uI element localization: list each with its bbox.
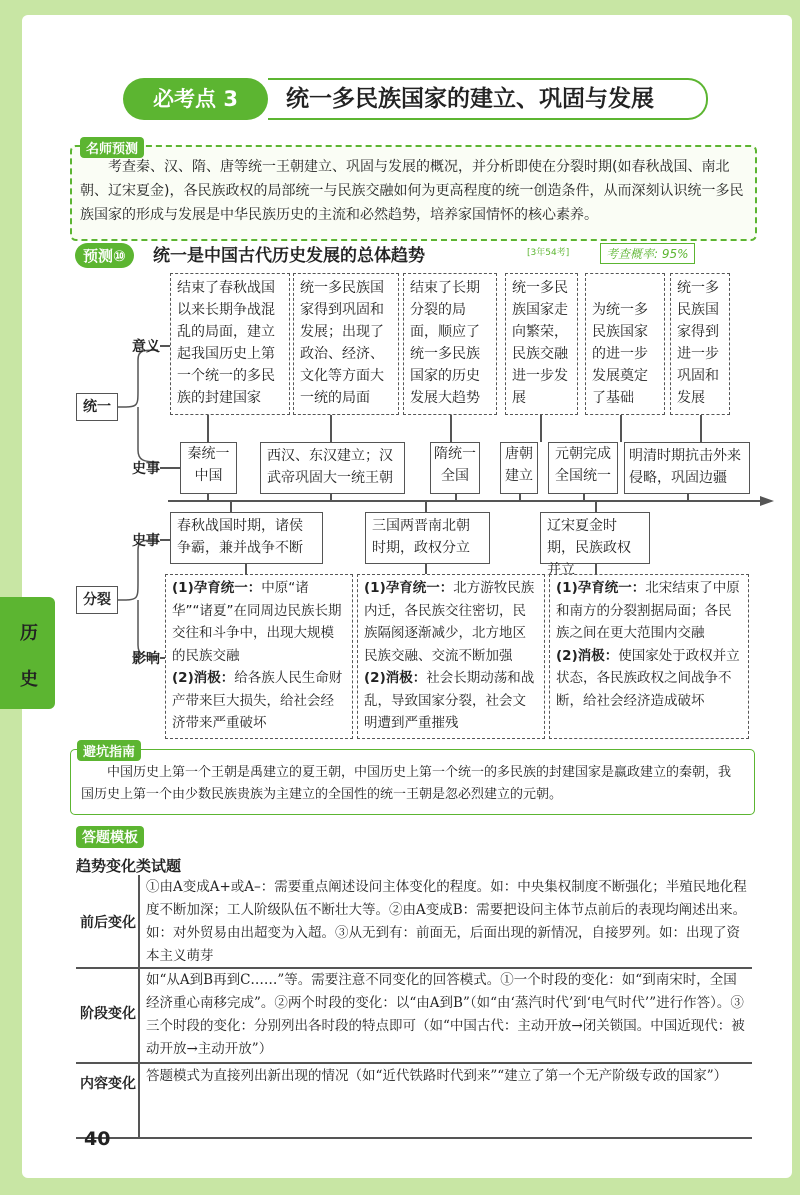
significance-box-1: 结束了春秋战国以来长期争战混乱的局面，建立起我国历史上第一个统一的多民族的封建国家: [170, 273, 290, 415]
impact-1-positive-label: (1)孕育统一：: [172, 580, 262, 596]
row-text-content: 答题模式为直接列出新出现的情况（如“近代铁路时代到来”“建立了第一个无产阶级专政的国家”）: [146, 1068, 728, 1084]
connector: [450, 415, 452, 442]
teacher-prediction-text: 考查秦、汉、隋、唐等统一王朝建立、巩固与发展的概况，并分析即使在分裂时期(如春秋战国、南北朝、辽宋夏金)，各民族政权的局部统一与民族交融如何为更高程度的统一创造条件，从而深刻认识统一多民族国家的形成与发展是中华民族历史的主流和必然趋势，培养家国情怀的核心素养。: [80, 159, 744, 223]
connector: [160, 345, 170, 347]
events-label: 史事: [132, 461, 160, 477]
unity-event-3: 隋统一全国: [430, 442, 480, 494]
unity-event-5: 元朝完成全国统一: [548, 442, 618, 494]
forecast-badge: 预测⑩: [75, 243, 134, 268]
impact-2-negative-label: (2)消极：: [364, 670, 427, 686]
connector: [595, 500, 597, 512]
split-label: 分裂: [76, 586, 118, 614]
split-event-3: 辽宋夏金时期，民族政权并立: [540, 512, 650, 564]
unity-bracket: [118, 340, 173, 475]
impact-2-negative-text: 社会长期动荡和战乱，导致国家分裂，社会文明遭到严重摧残: [364, 670, 535, 731]
answer-template-tag: 答题模板: [76, 826, 144, 848]
tick: [330, 494, 332, 501]
timeline-axis: [168, 500, 765, 502]
row-text-before-after: ①由A变成A+或A–：需要重点阐述设问主体变化的程度。如：中央集权制度不断强化；半殖民地化程度不断加深；工人阶级队伍不断壮大等。②由A变成B：需要把设问主体节点前后的表现均阐述出来。如：对外贸易由出超变为入超。③从无到有：前面无，后面出现的新情况，自接罗列。如：出现了资本主义萌芽: [146, 879, 747, 964]
forecast-title: 统一是中国古代历史发展的总体趋势: [153, 246, 425, 266]
title-badge: 必考点 3: [123, 78, 268, 120]
impact-3-negative-text: 使国家处于政权并立状态，各民族政权之间战争不断，给社会经济造成破坏: [556, 647, 740, 709]
title-text: 统一多民族国家的建立、巩固与发展: [268, 78, 708, 120]
teacher-prediction-box: [70, 142, 757, 241]
impact-box-2: [357, 574, 545, 739]
avoid-pitfalls-text: 中国历史上第一个王朝是禹建立的夏王朝，中国历史上第一个统一的多民族的封建国家是嬴政建立的秦朝，我国历史上第一个由少数民族贵族为主建立的全国性的统一王朝是忽必烈建立的元朝。: [81, 765, 732, 802]
side-tab-char-2: 史: [20, 669, 38, 690]
connector: [230, 500, 232, 512]
connector: [595, 564, 597, 574]
split-event-2: 三国两晋南北朝时期，政权分立: [365, 512, 490, 564]
impact-2-positive-text: 北方游牧民族内迁，各民族交往密切，民族隔阂逐渐减少，北方地区民族交融、交流不断加强: [364, 580, 535, 664]
connector: [160, 657, 165, 659]
row-label-before-after: 前后变化: [80, 915, 136, 931]
connector: [207, 415, 209, 442]
tick: [687, 494, 689, 501]
template-heading: 趋势变化类试题: [76, 857, 182, 875]
avoid-pitfalls-tag: 避坑指南: [77, 740, 141, 761]
connector: [620, 415, 622, 442]
forecast-heading: [75, 243, 755, 269]
row-text-stages: 如“从A到B再到C……”等。需要注意不同变化的回答模式。①一个时段的变化：如“到南宋时，全国经济重心南移完成”。②两个时段的变化：以“由A到B”（如“由‘蒸汽时代’到‘电气时代’”进行作答）。③三个时段的变化：分别列出各时段的特点即可（如“中国古代：主动开放→闭关锁国。中国近现代：被动开放→主动开放”）: [146, 972, 745, 1057]
tick: [207, 494, 209, 501]
avoid-pitfalls-box: [70, 745, 755, 815]
unity-event-2: 西汉、东汉建立；汉武帝巩固大一统王朝: [260, 442, 405, 494]
tick: [455, 494, 457, 501]
forecast-probability: 考查概率: 95%: [600, 243, 695, 264]
split-event-1: 春秋战国时期，诸侯争霸，兼并战争不断: [170, 512, 323, 564]
row-divider: [76, 1137, 752, 1139]
template-tag-wrap: [76, 826, 144, 848]
unity-event-1: 秦统一中国: [180, 442, 237, 494]
impact-1-negative-label: (2)消极：: [172, 670, 235, 686]
connector: [700, 415, 702, 442]
impact-1-positive-text: 中原“诸华”“诸夏”在同周边民族长期交往和斗争中，出现大规模的民族交融: [172, 580, 342, 664]
connector: [245, 564, 247, 574]
section-title: [123, 78, 690, 120]
page-number: 40: [84, 1128, 111, 1150]
significance-box-6: 统一多民族国家得到进一步巩固和发展: [670, 273, 730, 415]
impact-box-1: [165, 574, 353, 739]
impact-2-positive-label: (1)孕育统一：: [364, 580, 454, 596]
connector: [540, 415, 542, 442]
impact-3-positive-text: 北宋结束了中原和南方的分裂割据局面；各民族之间在更大范围内交融: [556, 580, 740, 641]
significance-box-4: 统一多民族国家走向繁荣，民族交融进一步发展: [505, 273, 578, 415]
significance-label: 意义: [132, 339, 160, 355]
unity-event-4: 唐朝建立: [500, 442, 538, 494]
impact-3-negative-label: (2)消极：: [556, 647, 619, 664]
connector: [330, 415, 332, 442]
unity-label: 统一: [76, 393, 118, 421]
impact-3-positive-label: (1)孕育统一：: [556, 580, 646, 596]
connector: [425, 500, 427, 512]
unity-event-6: 明清时期抗击外来侵略，巩固边疆: [624, 442, 750, 494]
connector: [160, 539, 170, 541]
split-events-label: 史事: [132, 533, 160, 549]
subject-side-tab: [0, 597, 55, 709]
teacher-prediction-tag: 名师预测: [80, 137, 144, 158]
impact-box-3: [549, 574, 749, 739]
connector: [160, 467, 180, 469]
tick: [583, 494, 585, 501]
impact-1-negative-text: 给各族人民生命财产带来巨大损失，给社会经济带来严重破坏: [172, 670, 343, 731]
row-divider: [76, 1062, 752, 1064]
significance-box-5: 为统一多民族国家的进一步发展奠定了基础: [585, 273, 665, 415]
tick: [519, 494, 521, 501]
column-divider: [138, 875, 140, 1137]
forecast-sub: [3年54考]: [527, 248, 570, 258]
impact-label: 影响: [132, 651, 160, 667]
significance-box-3: 结束了长期分裂的局面，顺应了统一多民族国家的历史发展大趋势: [403, 273, 497, 415]
significance-box-2: 统一多民族国家得到巩固和发展；出现了政治、经济、文化等方面大一统的局面: [293, 273, 399, 415]
row-label-content: 内容变化: [80, 1076, 136, 1092]
side-tab-char-1: 历: [20, 623, 38, 644]
connector: [425, 564, 427, 574]
row-label-stages: 阶段变化: [80, 1006, 136, 1022]
timeline-arrow-icon: [760, 494, 774, 508]
